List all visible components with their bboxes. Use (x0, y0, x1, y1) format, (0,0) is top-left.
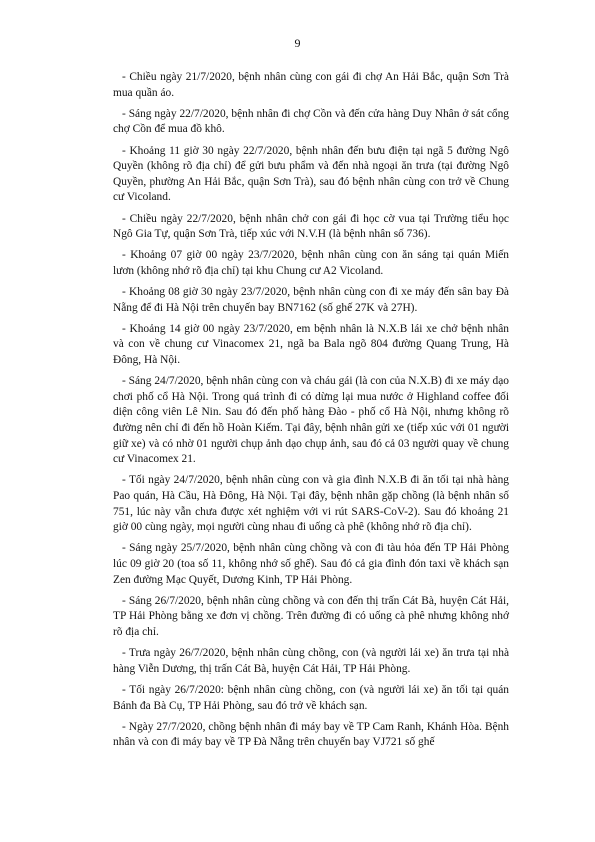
page-number: 9 (294, 36, 301, 50)
paragraph: - Khoảng 08 giờ 30 ngày 23/7/2020, bệnh nhân cùng con đi xe máy đến sân bay Đà Nẵng để đi Hà Nội trên chuyến bay BN7162 (số ghế 27K và 27H). (113, 286, 509, 314)
paragraph: - Tối ngày 26/7/2020: bệnh nhân cùng chồng, con (và người lái xe) ăn tối tại quán Bánh đa Bà Cụ, TP Hải Phòng, sau đó trở về khách sạn. (113, 683, 509, 712)
paragraph: - Chiều ngày 21/7/2020, bệnh nhân cùng con gái đi chợ An Hải Bắc, quận Sơn Trà mua quần áo. (113, 71, 509, 99)
paragraph: - Sáng 24/7/2020, bệnh nhân cùng con và cháu gái (là con của N.X.B) đi xe máy dạo chơi phố cổ Hà Nội. Trong quá trình đi có dừng lại mua nước ở Highland coffee đối diện công viên Lê Nin. Sau đó đến phố hàng Đào - phố cổ Hà Nội, nhưng không rõ đường nên chỉ đi đến hồ Hoàn Kiếm. Tại đây, bệnh nhân gửi xe (tiếp xúc với 01 người giữ xe) và có nhờ 01 người chụp ảnh dạo chụp ảnh, sau đó cả 03 người quay về chung cư Vinacomex 21. (113, 375, 509, 466)
paragraph: - Trưa ngày 26/7/2020, bệnh nhân cùng chồng, con (và người lái xe) ăn trưa tại nhà hàng Viễn Dương, thị trấn Cát Bà, huyện Cát Hải, TP Hải Phòng. (113, 647, 509, 675)
paragraph: - Ngày 27/7/2020, chồng bệnh nhân đi máy bay về TP Cam Ranh, Khánh Hòa. Bệnh nhân và con đi máy bay về TP Đà Nẵng trên chuyến bay VJ721 số ghế (113, 720, 509, 749)
paragraph: - Khoảng 07 giờ 00 ngày 23/7/2020, bệnh nhân cùng con ăn sáng tại quán Miến lươn (không nhớ rõ địa chỉ) tại khu Chung cư A2 Vicoland. (113, 249, 509, 277)
paragraph: - Sáng ngày 22/7/2020, bệnh nhân đi chợ Cồn và đến cửa hàng Duy Nhân ở sát cổng chợ Cồn để mua đồ khô. (113, 107, 509, 136)
paragraph: - Chiều ngày 22/7/2020, bệnh nhân chở con gái đi học cờ vua tại Trường tiểu học Ngô Gia Tự, quận Sơn Trà, tiếp xúc với N.V.H (là bệnh nhân số 736). (113, 212, 509, 241)
body-text (113, 70, 509, 756)
paragraph: - Khoảng 14 giờ 00 ngày 23/7/2020, em bệnh nhân là N.X.B lái xe chở bệnh nhân và con về chung cư Vinacomex 21, ngã ba Bala ngõ 804 đường Quang Trung, Hà Đông, Hà Nội. (113, 322, 509, 367)
paragraph: - Khoảng 11 giờ 30 ngày 22/7/2020, bệnh nhân đến bưu điện tại ngã 5 đường Ngô Quyền (không rõ địa chỉ) để gửi bưu phẩm và đến nhà ngoại ăn trưa (tại đường Ngô Quyền, phường An Hải Bắc, quận Sơn Trà), sau đó bệnh nhân cùng con trở về Chung cư Vicoland. (113, 144, 509, 204)
paragraph: - Sáng ngày 25/7/2020, bệnh nhân cùng chồng và con đi tàu hỏa đến TP Hải Phòng lúc 09 giờ 20 (toa số 11, không nhớ số ghế). Sau đó cả gia đình đón taxi về khách sạn Zen đường Mạc Quyết, Dương Kinh, TP Hải Phòng. (113, 542, 509, 586)
paragraph: - Tối ngày 24/7/2020, bệnh nhân cùng con và gia đình N.X.B đi ăn tối tại nhà hàng Pao quán, Hà Cầu, Hà Đông, Hà Nội. Tại đây, bệnh nhân gặp chồng (là bệnh nhân số 751, lúc này vẫn chưa được xét nghiệm với vi rút SARS-CoV-2). Sau đó khoảng 21 giờ 00 cùng ngày, mọi người cùng nhau đi uống cà phê (không nhớ rõ địa chỉ). (113, 474, 509, 534)
paragraph: - Sáng 26/7/2020, bệnh nhân cùng chồng và con đến thị trấn Cát Bà, huyện Cát Hải, TP Hải Phòng bằng xe đơn vị chồng. Trên đường đi có uống cà phê nhưng không nhớ rõ địa chỉ. (113, 594, 509, 638)
